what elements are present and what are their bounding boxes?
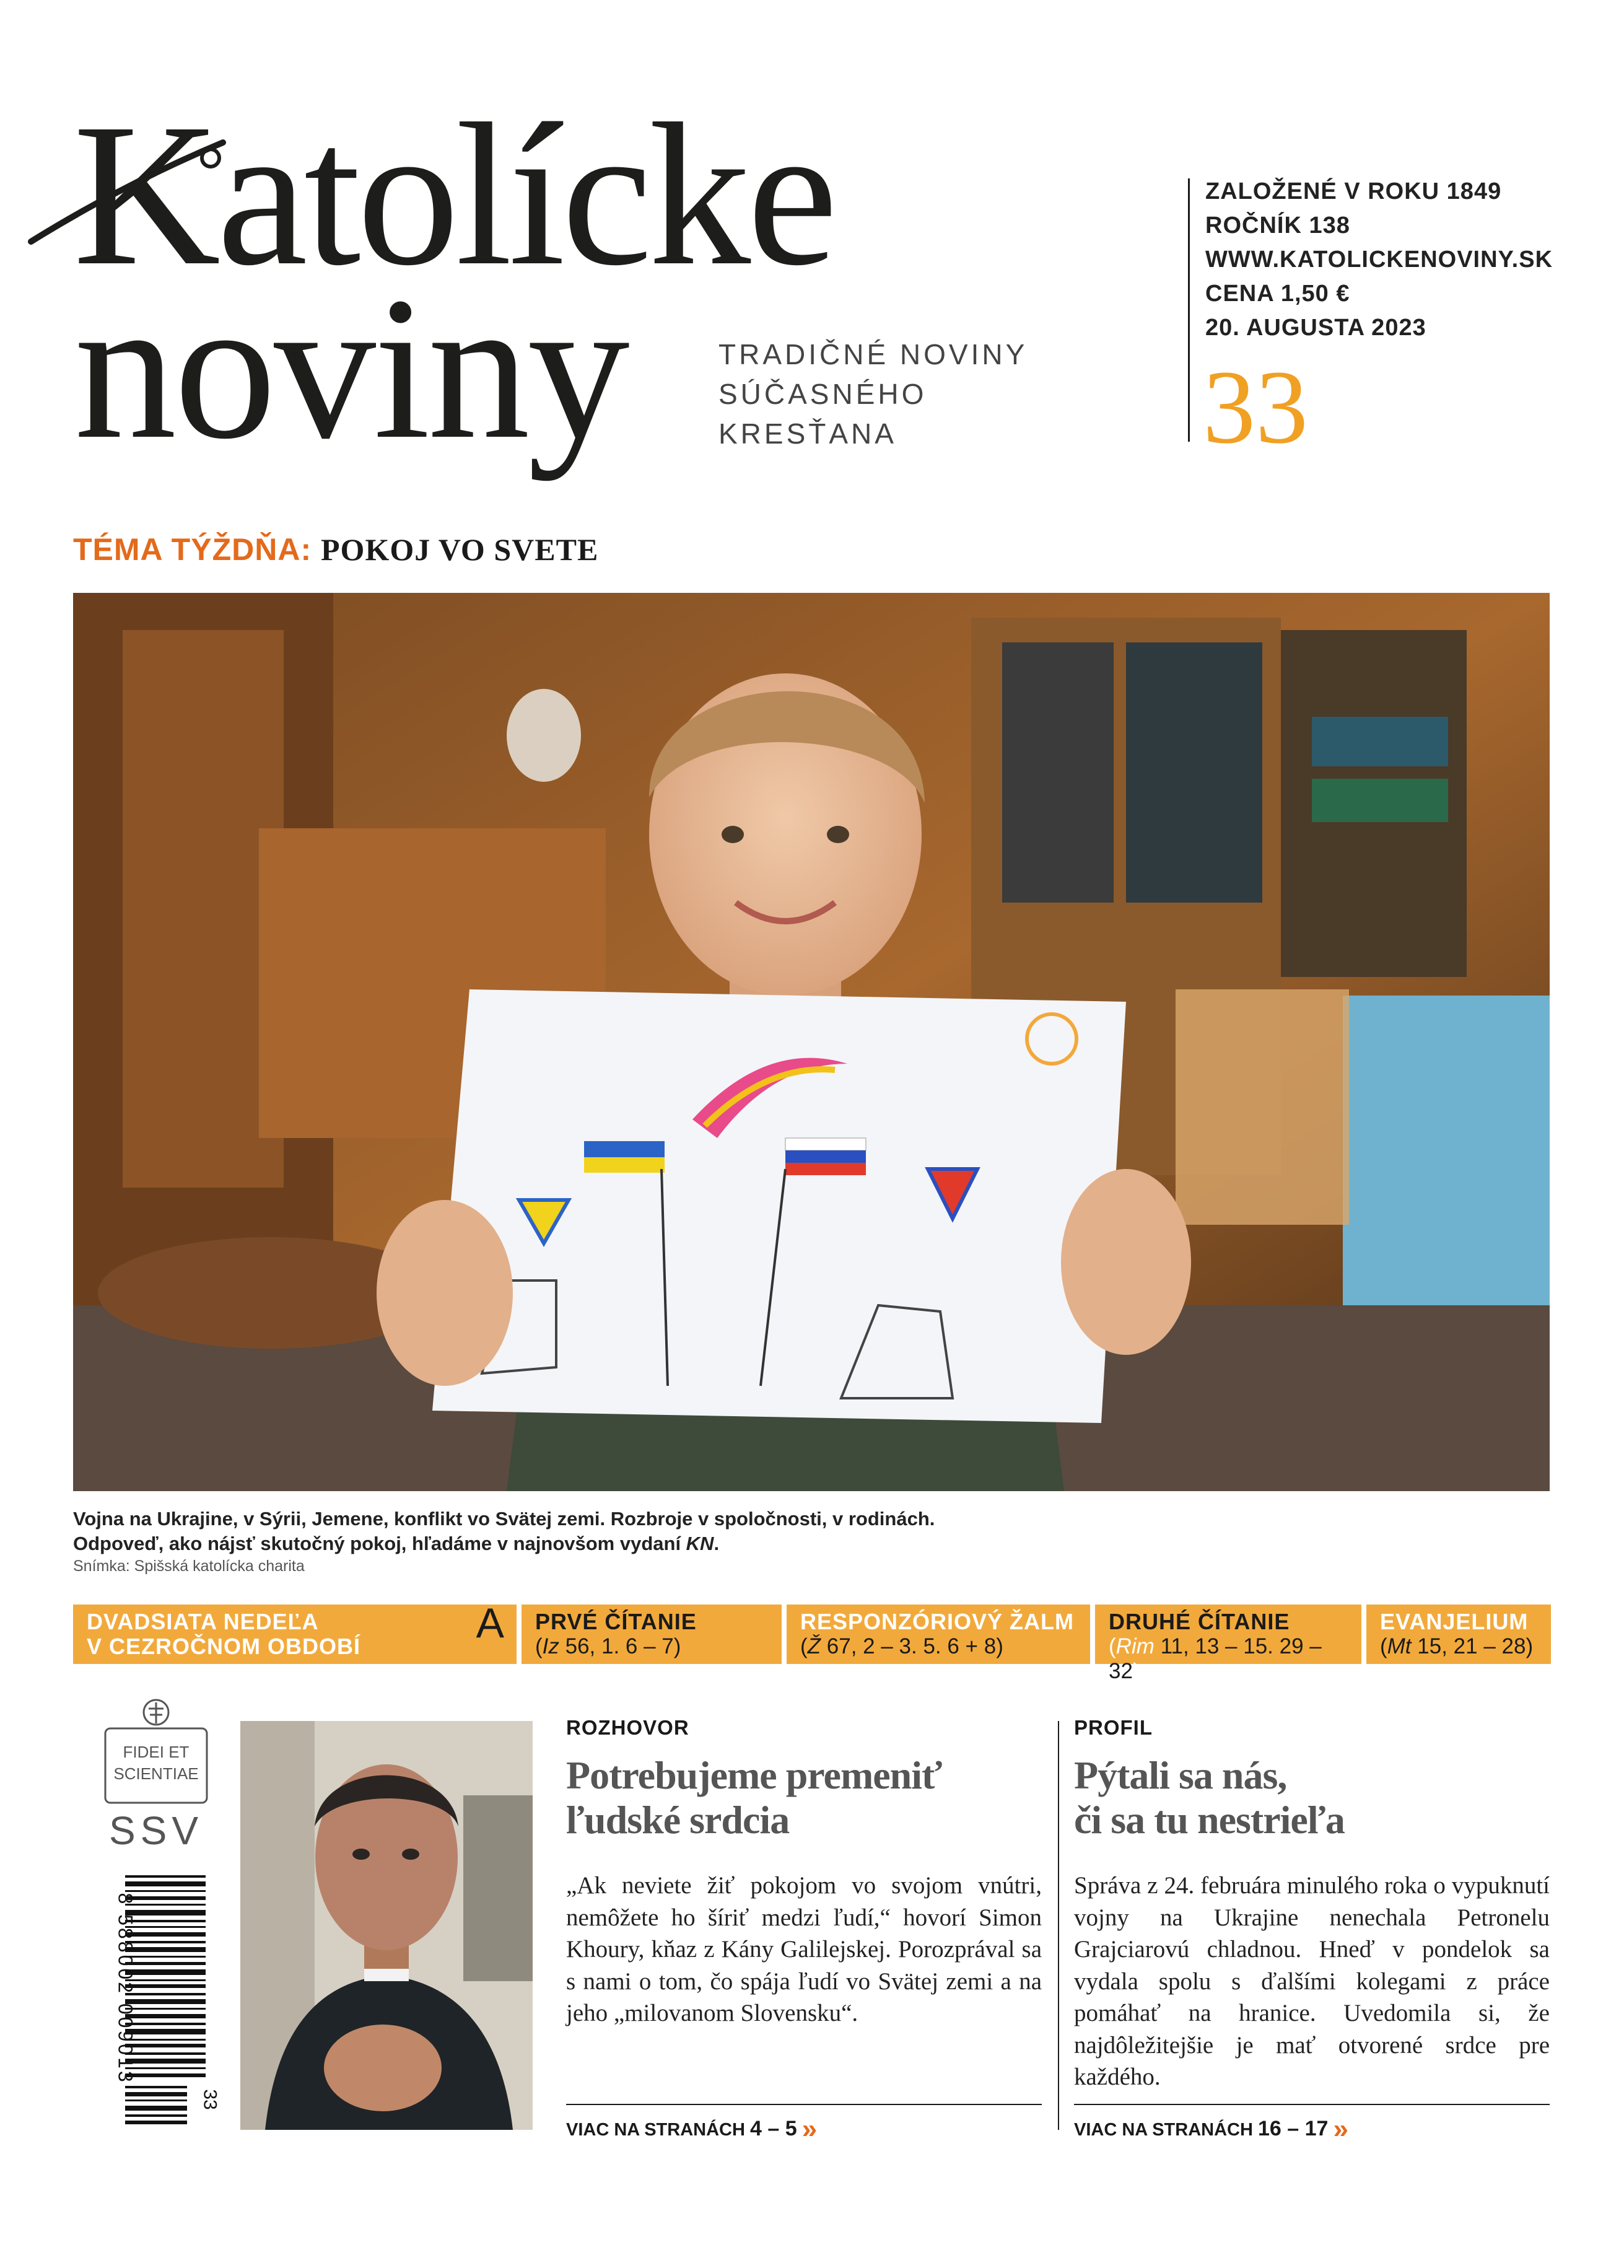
masthead-title-line2: noviny [74, 255, 627, 481]
sidebar [88, 1699, 224, 2126]
photo-credit: Snímka: Spišská katolícka charita [73, 1557, 305, 1575]
article-profile [1074, 1716, 1550, 2093]
interview-portrait [240, 1721, 533, 2130]
liturgical-cycle: A [476, 1600, 504, 1647]
article-teaser: Správa z 24. februára minulého roka o vypuknutí vojny na Ukrajine nenechala Petronelu Grajciarovú chladnou. Hneď v pondelok sa vydala spolu s ďalšími kolegami z práce pomáhať na hranice. Uvedomila si, že najdôležitejšie je mať otvorené srdce pre každého. [1074, 1872, 1550, 2090]
article-kicker: PROFIL [1074, 1716, 1153, 1739]
svg-text:SSV: SSV [108, 1808, 204, 1853]
volume-text: ROČNÍK 138 [1205, 212, 1350, 239]
more-pages-link[interactable]: VIAC NA STRANÁCH 4 – 5 » [566, 2114, 818, 2144]
caption-line: Odpoveď, ako nájsť skutočný pokoj, hľadáme v najnovšom vydaní KN. [73, 1533, 720, 1554]
svg-text:FIDEI ET: FIDEI ET [123, 1743, 190, 1761]
caption-kn: KN [686, 1533, 714, 1554]
article-interview [566, 1716, 1042, 2029]
article-headline[interactable]: Pýtali sa nás, či sa tu nestrieľa [1074, 1753, 1345, 1842]
chevron-right-icon: » [801, 2114, 818, 2144]
info-divider [1188, 178, 1190, 442]
masthead-title-line1: Katolícke [73, 82, 834, 308]
column-divider [1058, 1721, 1059, 2130]
photo-caption [73, 1507, 935, 1556]
sunday-label: DVADSIATA NEDEĽA V CEZROČNOM OBDOBÍ A [73, 1605, 517, 1664]
readings-bar [73, 1600, 1551, 1683]
tagline-line: KRESŤANA [718, 418, 897, 450]
caption-line: Vojna na Ukrajine, v Sýrii, Jemene, konflikt vo Svätej zemi. Rozbroje v spoločnosti, v rodinách. [73, 1508, 935, 1530]
article-headline[interactable]: Potrebujeme premeniť ľudské srdcia [566, 1753, 942, 1842]
article-teaser: „Ak neviete žiť pokojom vo svojom vnútri, nemôžete ho šíriť medzi ľudí,“ hovorí Simon Khoury, kňaz z Kány Galilejskej. Porozprával sa s nami o tom, čo spája ľudí vo Svätej zemi a na jeho „milovanom Slovensku“. [566, 1872, 1042, 2026]
reading-gospel: EVANJELIUM (Mt 15, 21 – 28) [1366, 1605, 1551, 1664]
reading-second: DRUHÉ ČÍTANIE (Rim 11, 13 – 15. 29 – 32) [1095, 1605, 1361, 1664]
barcode-addon: 33 [199, 2089, 220, 2110]
more-pages-link[interactable]: VIAC NA STRANÁCH 16 – 17 » [1074, 2114, 1348, 2144]
chevron-right-icon: » [1333, 2114, 1348, 2144]
barcode-icon [88, 1875, 224, 2185]
issue-info [1205, 175, 1553, 345]
price-text: CENA 1,50 € [1205, 281, 1350, 307]
website-link[interactable]: WWW.KATOLICKENOVINY.SK [1205, 247, 1553, 273]
reading-first: PRVÉ ČÍTANIE (Iz 56, 1. 6 – 7) [522, 1605, 782, 1664]
cover-photo [73, 593, 1550, 1491]
publisher-seal-icon [88, 1699, 224, 1885]
theme-label: TÉMA TÝŽDŇA: [73, 532, 312, 567]
theme-of-week [73, 532, 598, 567]
interview-photo-illustration [240, 1721, 533, 2130]
article-rule [566, 2104, 1042, 2105]
tagline-line: TRADIČNÉ NOVINY [718, 338, 1028, 370]
reading-psalm: RESPONZÓRIOVÝ ŽALM (Ž 67, 2 – 3. 5. 6 + 8) [787, 1605, 1090, 1664]
issue-number: 33 [1203, 349, 1308, 465]
founded-text: ZALOŽENÉ V ROKU 1849 [1205, 178, 1502, 204]
article-rule [1074, 2104, 1550, 2105]
tagline-line: SÚČASNÉHO [718, 378, 927, 410]
theme-value: POKOJ VO SVETE [321, 532, 599, 567]
tagline [718, 335, 1041, 453]
svg-text:SCIENTIAE: SCIENTIAE [113, 1764, 199, 1783]
cover-photo-illustration [73, 593, 1550, 1491]
issue-date: 20. AUGUSTA 2023 [1205, 315, 1426, 341]
barcode-number: 8 588002 009013 [114, 1893, 137, 2085]
article-kicker: ROZHOVOR [566, 1716, 689, 1739]
